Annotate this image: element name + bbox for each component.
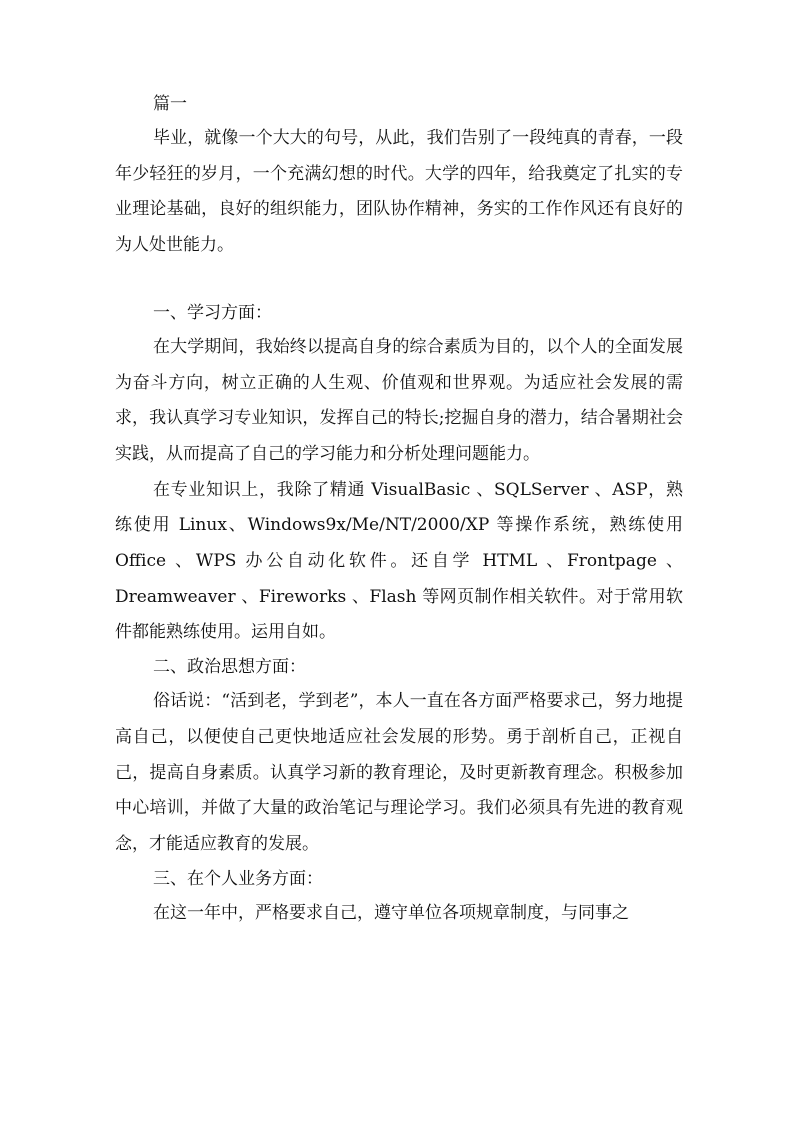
document-page <box>115 88 683 931</box>
paragraph-spacer <box>115 264 683 297</box>
study-paragraph-1: 在大学期间，我始终以提高自身的综合素质为目的，以个人的全面发展为奋斗方向，树立正确的人生观、价值观和世界观。为适应社会发展的需求，我认真学习专业知识，发挥自己的特长;挖掘自身的潜力，结合暑期社会实践，从而提高了自己的学习能力和分析处理问题能力。 <box>115 336 683 464</box>
section-heading-work: 三、在个人业务方面： <box>153 868 323 889</box>
politics-paragraph-1: 俗话说：“活到老，学到老”，本人一直在各方面严格要求己，努力地提高自己，以便使自己更快地适应社会发展的形势。勇于剖析自己，正视自己，提高自身素质。认真学习新的教育理论，及时更新教育理念。积极参加中心培训，并做了大量的政治笔记与理论学习。我们必须具有先进的教育观念，才能适应教育的发展。 <box>115 691 683 854</box>
section-heading-politics: 二、政治思想方面： <box>153 657 306 678</box>
document-title: 篇一 <box>153 94 187 114</box>
section-heading-study: 一、学习方面： <box>153 302 272 323</box>
work-paragraph-1: 在这一年中，严格要求自己，遵守单位各项规章制度，与同事之 <box>153 902 629 923</box>
study-paragraph-2: 在专业知识上，我除了精通 VisualBasic 、SQLServer 、ASP，熟练使用 Linux、Windows9x/Me/NT/2000/XP 等操作系统，熟练使用 Office 、WPS 办公自动化软件。还自学 HTML 、Frontpage 、Dreamweaver 、Fireworks 、Flash 等网页制作相关软件。对于常用软件都能熟练使用。运用自如。 <box>115 479 683 643</box>
intro-paragraph: 毕业，就像一个大大的句号，从此，我们告别了一段纯真的青春，一段年少轻狂的岁月，一个充满幻想的时代。大学的四年，给我奠定了扎实的专业理论基础，良好的组织能力，团队协作精神，务实的工作作风还有良好的为人处世能力。 <box>115 128 683 256</box>
